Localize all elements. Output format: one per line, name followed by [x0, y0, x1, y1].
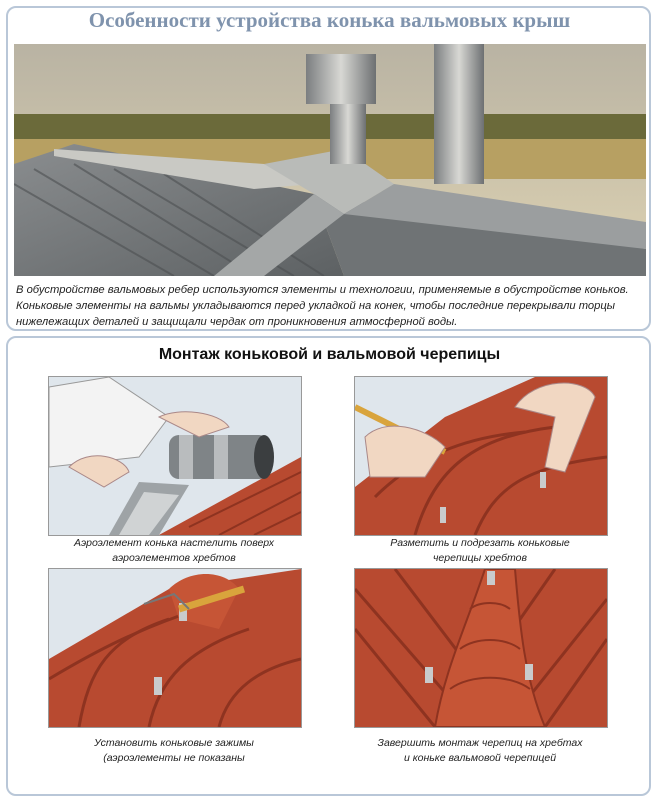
step-2-caption-line2: черепицы хребтов	[432, 552, 527, 564]
step-1-caption-line2: аэроэлементов хребтов	[112, 552, 236, 564]
step-2-caption-line1: Разметить и подрезать коньковые	[390, 537, 570, 549]
step-3-illustration	[48, 568, 302, 728]
roof-ridge-photo	[14, 44, 646, 276]
step-2-caption	[330, 536, 630, 566]
step-4-caption-line1: Завершить монтаж черепиц на хребтах	[377, 737, 583, 749]
page-title: Особенности устройства конька вальмовых крыш	[88, 8, 571, 32]
step-3-caption-line1: Установить коньковые зажимы	[94, 737, 254, 749]
step-3-caption	[24, 736, 324, 766]
step-2-illustration	[354, 376, 608, 536]
intro-text: В обустройстве вальмовых ребер используются элементы и технологии, применяемые в обустройстве коньков. Коньковые элементы на вальмы укладываются перед укладкой на конек, чтобы последние перекрывали торцы нижележащих деталей и защищали чердак от проникновения атмосферной воды.	[16, 284, 629, 328]
step-1-caption-line1: Аэроэлемент конька настелить поверх	[73, 537, 275, 549]
step-1-illustration	[48, 376, 302, 536]
step-4-illustration	[354, 568, 608, 728]
step-3-caption-line2: (аэроэлементы не показаны	[103, 752, 245, 764]
step-4-caption-line2: и коньке вальмовой черепицей	[403, 752, 557, 764]
step-4-caption	[330, 736, 630, 766]
section-title: Монтаж коньковой и вальмовой черепицы	[158, 346, 501, 363]
step-1-caption	[24, 536, 324, 566]
